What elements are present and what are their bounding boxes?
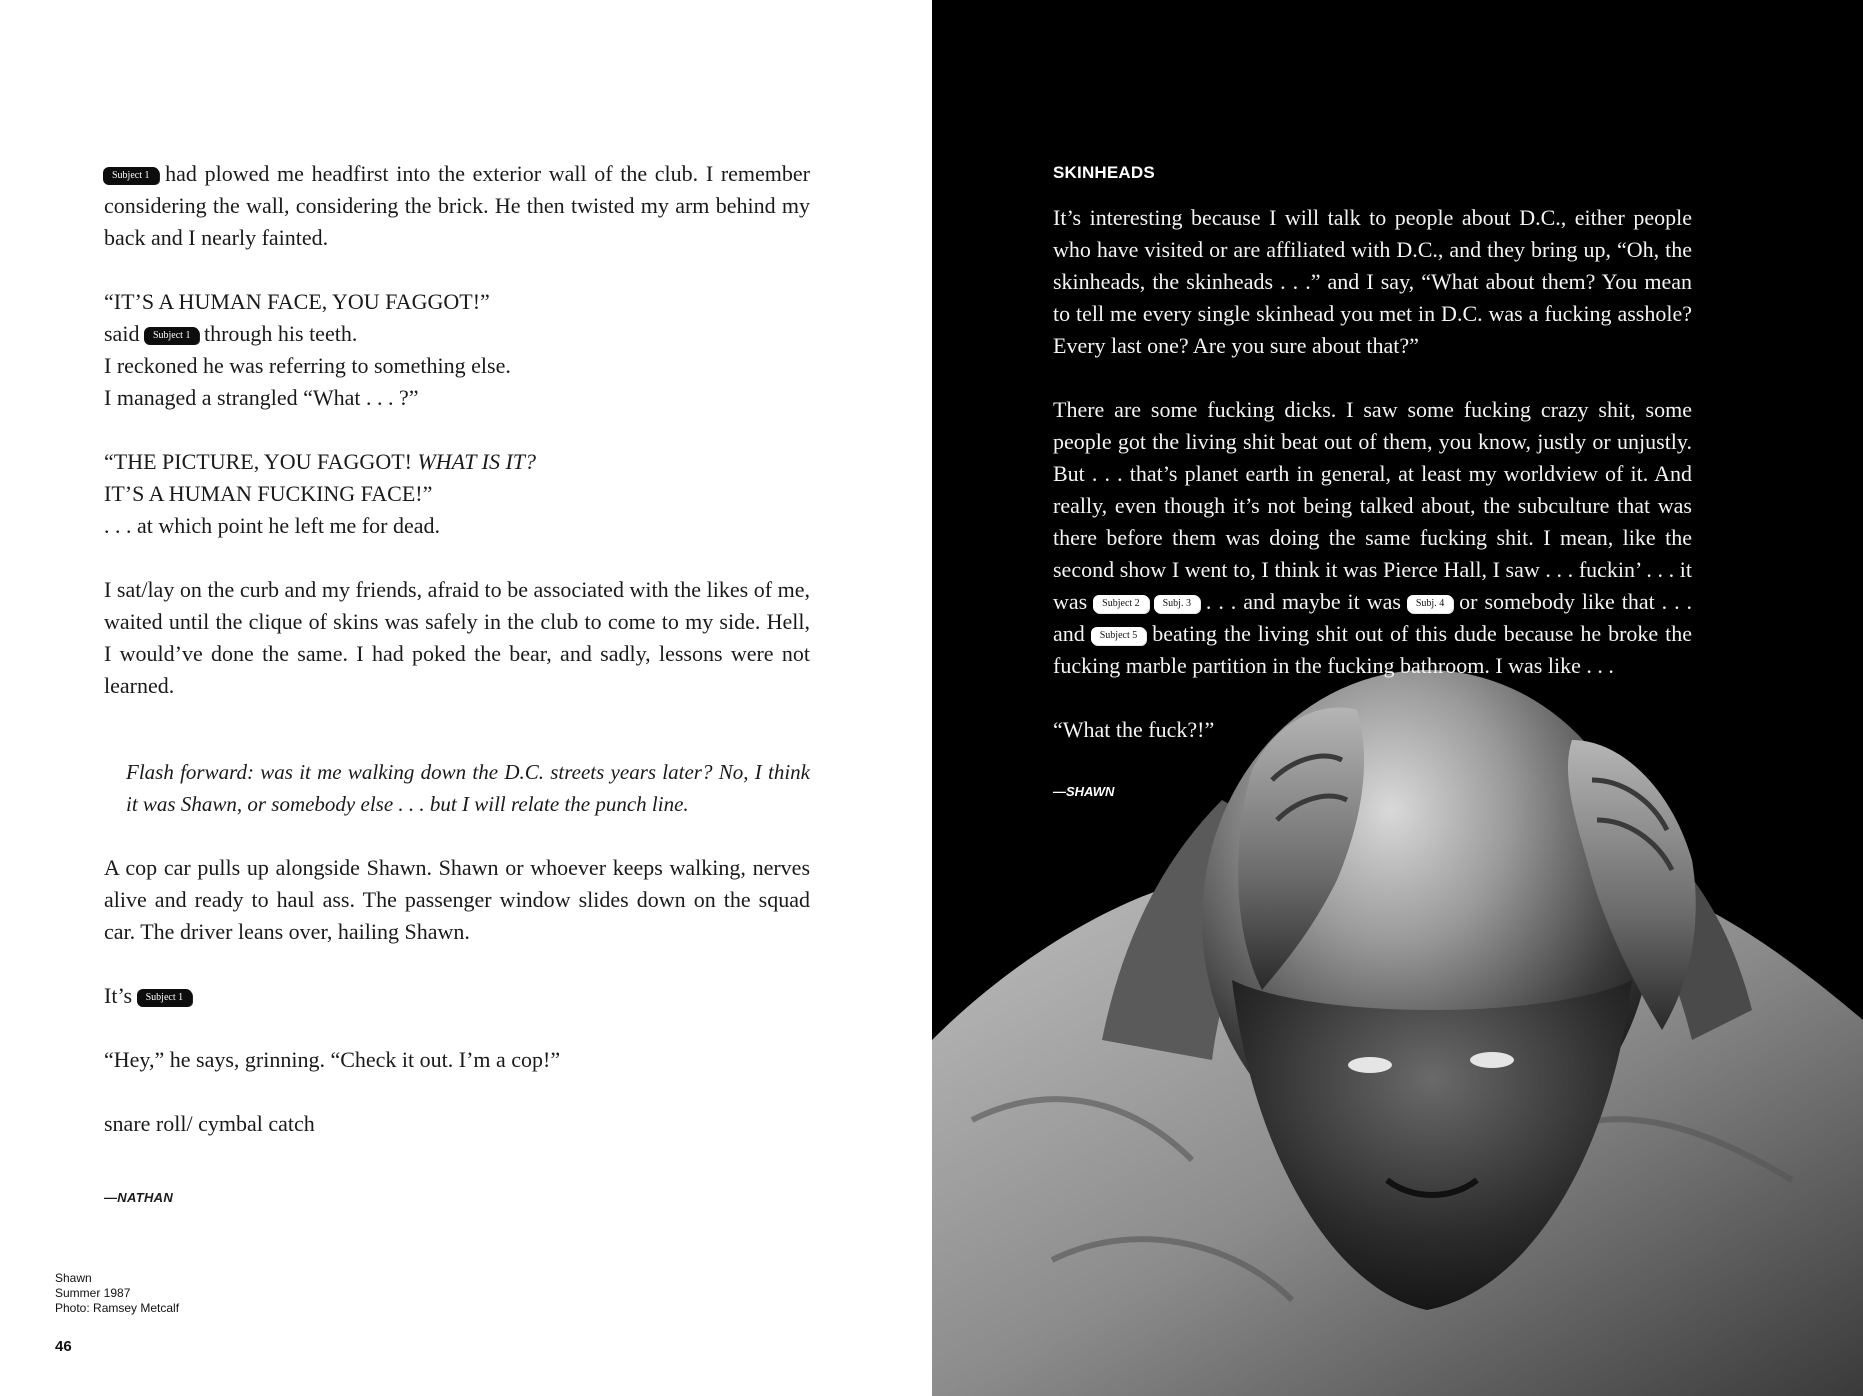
redaction-label: Subject 1 [104,168,158,184]
snare-line: snare roll/ cymbal catch [104,1111,315,1136]
section-heading: SKINHEADS [1053,163,1155,182]
caption-line: Shawn [55,1271,92,1285]
its-text: It’s [104,983,133,1008]
photo-caption [55,1271,179,1316]
quote-line [104,446,810,478]
flash-forward-note: Flash forward: was it me walking down the D.C. streets years later? No, I think it was Shawn, or somebody else . . . but I will relate the punch line. [126,760,810,816]
quote-italic-text: WHAT IS IT? [417,449,537,474]
paragraph-3: “What the fuck?!” [1053,717,1215,742]
left-text-column [104,158,810,1214]
redaction-label: Subject 1 [145,328,199,344]
signature-nathan: —NATHAN [104,1190,174,1205]
paragraph-1 [104,158,810,254]
paragraph-text: There are some fucking dicks. I saw some fucking crazy shit, some people got the living shit beat out of them, you know, justly or unjustly. But . . . that’s planet earth in general, at least my worldview of it. And really, even though it’s not being talked about, the subculture that was there before them was doing the same fucking shit. I mean, like the second show I went to, I think it was Pierce Hall, I saw . . . fuckin’ . . . it was [1053,397,1692,614]
paragraph-4: I sat/lay on the curb and my friends, afraid to be associated with the likes of me, waited until the clique of skins was safely in the club to come to my side. Hell, I would’ve done the same. I had poked the bear, and sadly, lessons were not learned. [104,577,810,698]
page-number: 46 [55,1338,72,1355]
caption-line: Photo: Ramsey Metcalf [55,1301,180,1315]
redaction-label: Subj. 3 [1155,596,1199,612]
redaction-label: Subj. 4 [1408,596,1452,612]
quote-text: “THE PICTURE, YOU FAGGOT! [104,449,412,474]
quote-text: said [104,321,140,346]
paragraph-text: . . . and maybe it was [1205,589,1401,614]
paragraph-text: beating the living shit out of this dude because he broke the fucking marble partition in the fucking bathroom. I was like . . . [1053,621,1693,678]
hey-line: “Hey,” he says, grinning. “Check it out. I’m a cop!” [104,1047,561,1072]
redaction-label: Subject 2 [1094,596,1148,612]
quote-line [104,318,810,350]
quote-line: I managed a strangled “What . . . ?” [104,385,419,410]
its-line [104,980,810,1012]
quote-line: I reckoned he was referring to something else. [104,353,511,378]
paragraph-text: had plowed me headfirst into the exterior wall of the club. I remember considering the wall, considering the brick. He then twisted my arm behind my back and I nearly fainted. [104,161,810,250]
paragraph-text: or somebody like that . . . and [1053,589,1693,646]
quote-text: through his teeth. [203,321,358,346]
quote-line: IT’S A HUMAN FUCKING FACE!” [104,481,433,506]
caption-line: Summer 1987 [55,1286,131,1300]
paragraph-5: A cop car pulls up alongside Shawn. Shawn or whoever keeps walking, nerves alive and ready to haul ass. The passenger window slides down on the squad car. The driver leans over, hailing Shawn. [104,855,810,944]
signature-shawn: —SHAWN [1053,784,1115,799]
paragraph-2 [1053,394,1692,682]
right-text-column [1053,202,1692,808]
redaction-label: Subject 1 [138,990,192,1006]
right-page [932,0,1863,1396]
quote-line: “IT’S A HUMAN FACE, YOU FAGGOT!” [104,289,490,314]
paragraph-1: It’s interesting because I will talk to people about D.C., either people who have visited or are affiliated with D.C., and they bring up, “Oh, the skinheads, the skinheads . . .” and I say, “What about them? You mean to tell me every single skinhead you met in D.C. was a fucking asshole? Every last one? Are you sure about that?” [1053,205,1692,358]
redaction-label: Subject 5 [1092,628,1146,644]
quote-line: . . . at which point he left me for dead. [104,513,441,538]
